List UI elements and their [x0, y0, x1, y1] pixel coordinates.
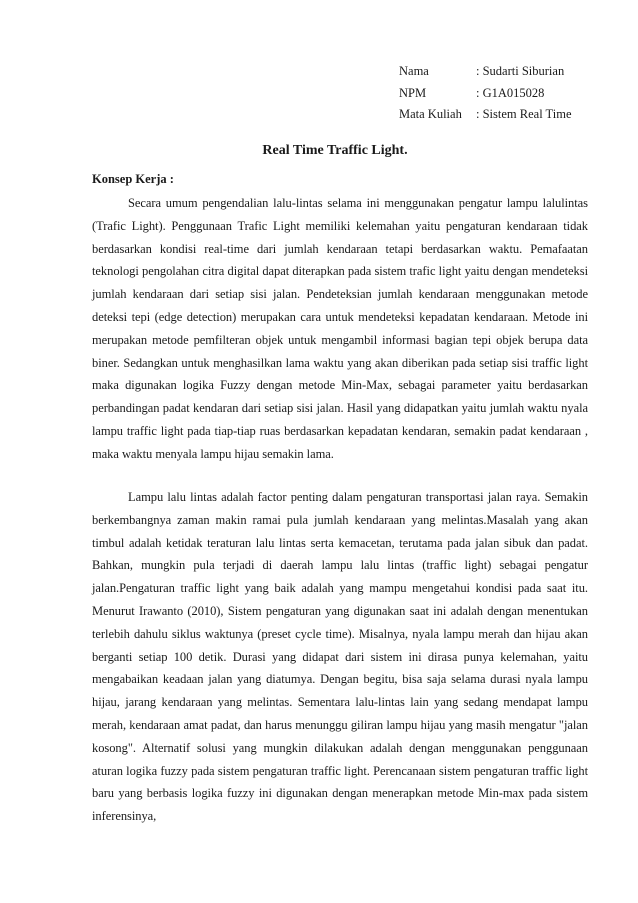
paragraph: Lampu lalu lintas adalah factor penting dalam pengaturan transportasi jalan raya. Semakin berkembangnya zaman makin ramai pula jumlah kendaraan yang melintas.Masalah yang akan timbul adalah ketidak teraturan lalu lintas serta kemacetan, terutama pada jalan sibuk dan padat. Bahkan, mungkin pula terjadi di daerah lampu lalu lintas (traffic light) sebagai pengatur jalan.Pengaturan traffic light yang baik adalah yang mampu mengetahui kondisi pada saat itu. Menurut Irawanto (2010), Sistem pengaturan yang digunakan saat ini adalah dengan menentukan terlebih dahulu siklus waktunya (preset cycle time). Misalnya, nyala lampu merah dan hijau akan berganti setiap 100 detik. Durasi yang didapat dari sistem ini dirasa punya kelemahan, yaitu mengabaikan keadaan jalan yang diatumya. Dengan begitu, bisa saja selama durasi nyala lampu hijau, jarang kendaraan yang melintas. Sementara lalu-lintas lain yang sedang mendapat lampu merah, kendaraan amat padat, dan harus menunggu giliran lampu hijau yang masih mengatur "jalan kosong". Alternatif solusi yang mungkin dilakukan adalah dengan menggunakan penggunaan aturan logika fuzzy pada sistem pengaturan traffic light. Perencanaan sistem pengaturan traffic light baru yang berbasis logika fuzzy ini digunakan dengan menerapkan metode Min-max pada sistem inferensinya, — [92, 490, 588, 824]
info-value: : G1A015028 — [476, 85, 545, 100]
info-label: NPM — [399, 85, 427, 100]
paragraph: Secara umum pengendalian lalu-lintas selama ini menggunakan pengatur lampu lalulintas (Trafic Light). Penggunaan Trafic Light memiliki kelemahan yaitu pengaturan kendaraan tidak berdasarkan kondisi real-time dari jumlah kendaraan tetapi berdasarkan waktu. Pemafaatan teknologi pengolahan citra digital dapat diterapkan pada sistem trafic light yaitu dengan mendeteksi jumlah kendaraan dari setiap sisi jalan. Pendeteksian jumlah kendaraan menggunakan metode deteksi tepi (edge detection) merupakan cara untuk mendeteksi kepadatan kendaraan. Metode ini merupakan metode pemfilteran objek untuk mengambil informasi bagian tepi objek berupa data biner. Sedangkan untuk menghasilkan lama waktu yang akan diberikan pada setiap sisi traffic light maka digunakan logika Fuzzy dengan metode Min-Max, sebagai parameter yaitu berdasarkan perbandingan padat kendaran dari setiap sisi jalan. Hasil yang didapatkan yaitu jumlah waktu nyala lampu traffic light pada tiap-tiap ruas berdasarkan kepadatan kendaran, semakin padat kendaraan , maka waktu menyala lampu hijau semakin lama. — [92, 196, 588, 461]
info-label: Nama — [399, 64, 429, 78]
info-value: : Sistem Real Time — [476, 107, 572, 121]
document-title: Real Time Traffic Light. — [262, 143, 408, 158]
info-row-course — [399, 104, 572, 126]
student-info-block — [399, 61, 572, 126]
info-row-name — [399, 61, 572, 83]
info-label: Mata Kuliah — [399, 107, 462, 121]
info-row-npm — [399, 83, 572, 105]
section-heading: Konsep Kerja : — [92, 172, 174, 186]
info-value: : Sudarti Siburian — [476, 64, 565, 78]
